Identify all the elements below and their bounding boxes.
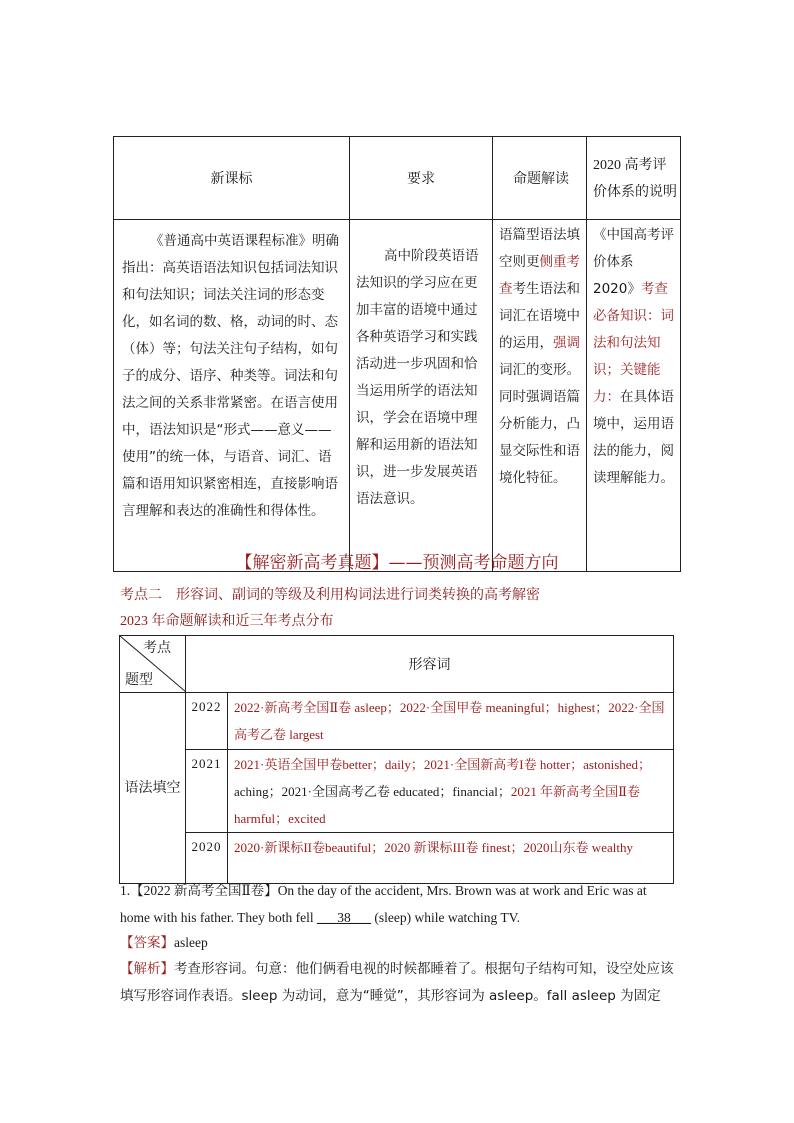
curriculum-table [113,136,681,572]
diagonal-header-cell [120,636,186,693]
year-cell: 2020 [186,833,228,884]
question-paragraph [120,877,676,931]
section-title: 【解密新高考真题】——预测高考命题方向 [235,553,559,573]
curriculum-header-row [114,137,681,220]
table-row [120,833,674,884]
question-text-1: On the day of the accident, Mrs. Brown was at work and Eric was at home with his father. They both fell [120,883,647,925]
question-text-2: (sleep) while watching TV. [370,910,521,925]
analysis-text: 考查形容词。句意：他们俩看电视的时候都睡着了。根据句子结构可知，设空处应该填写形容词作表语。sleep 为动词，意为“睡觉”，其形容词为 asleep。fall asleep 为固定 [120,961,674,1004]
row-label-grammar-fill: 语法填空 [120,693,186,884]
evaluation-system-text: 《中国高考评价体系 2020》考查必备知识：词法和句法知识；关键能力：在具体语境中，运用语法的能力，阅读理解能力。 [587,220,681,572]
answer-label: 【答案】 [120,935,174,950]
table-row [120,750,674,833]
distribution-table [119,635,674,884]
year-cell: 2022 [186,693,228,750]
year-content-2021: 2021·英语全国甲卷better；daily；2021·全国新高考I卷 hotter；astonished；aching；2021·全国高考乙卷 educated；financial；2021 年新高考全国Ⅱ卷 harmful；excited [228,750,674,833]
year-content-2022: 2022·新高考全国Ⅱ卷 asleep；2022·全国甲卷 meaningful；highest；2022·全国高考乙卷 largest [228,693,674,750]
year-cell: 2021 [186,750,228,833]
analysis-paragraph [120,956,676,1010]
header-evaluation-system: 2020 高考评价体系的说明 [587,137,681,220]
header-new-curriculum: 新课标 [114,137,350,220]
corner-tixing: 题型 [125,672,153,688]
question-blank: ___38___ [316,910,371,925]
kaodian-heading: 考点二 形容词、副词的等级及利用构词法进行词类转换的高考解密 [120,587,540,603]
answer-value: asleep [174,935,208,950]
curriculum-standard-text: 《普通高中英语课程标准》明确指出：高英语语法知识包括词法知识和句法知识；词法关注词的形态变化，如名词的数、格，动词的时、态（体）等；句法关注句子结构，如句子的成分、语序、种类等。词法和句法之间的关系非常紧密。在语言使用中，语法知识是“形式——意义——使用”的统一体，与语音、词汇、语篇和语用知识紧密相连，直接影响语言理解和表达的准确性和得体性。 [114,220,350,572]
requirement-text: 高中阶段英语语法知识的学习应在更加丰富的语境中通过各种英语学习和实践活动进一步巩固和恰当运用所学的语法知识，学会在语境中理解和运用新的语法知识，进一步发展英语语法意识。 [350,220,493,572]
year-distribution-heading: 2023 年命题解读和近三年考点分布 [120,614,334,629]
answer-line [120,929,676,956]
distribution-header-row [120,636,674,693]
header-interpretation: 命题解读 [493,137,587,220]
question-source: 1.【2022 新高考全国Ⅱ卷】 [120,883,278,898]
analysis-label: 【解析】 [120,961,174,977]
interpretation-text: 语篇型语法填空则更侧重考查考生语法和词汇在语境中的运用，强调词汇的变形。同时强调语篇分析能力，凸显交际性和语境化特征。 [493,220,587,572]
year-content-2020: 2020·新课标II卷beautiful；2020 新课标III卷 finest；2020山东卷 wealthy [228,833,674,884]
header-requirement: 要求 [350,137,493,220]
corner-kaodian: 考点 [143,640,171,656]
adjective-header: 形容词 [186,636,674,693]
curriculum-body-row [114,220,681,572]
table-row [120,693,674,750]
